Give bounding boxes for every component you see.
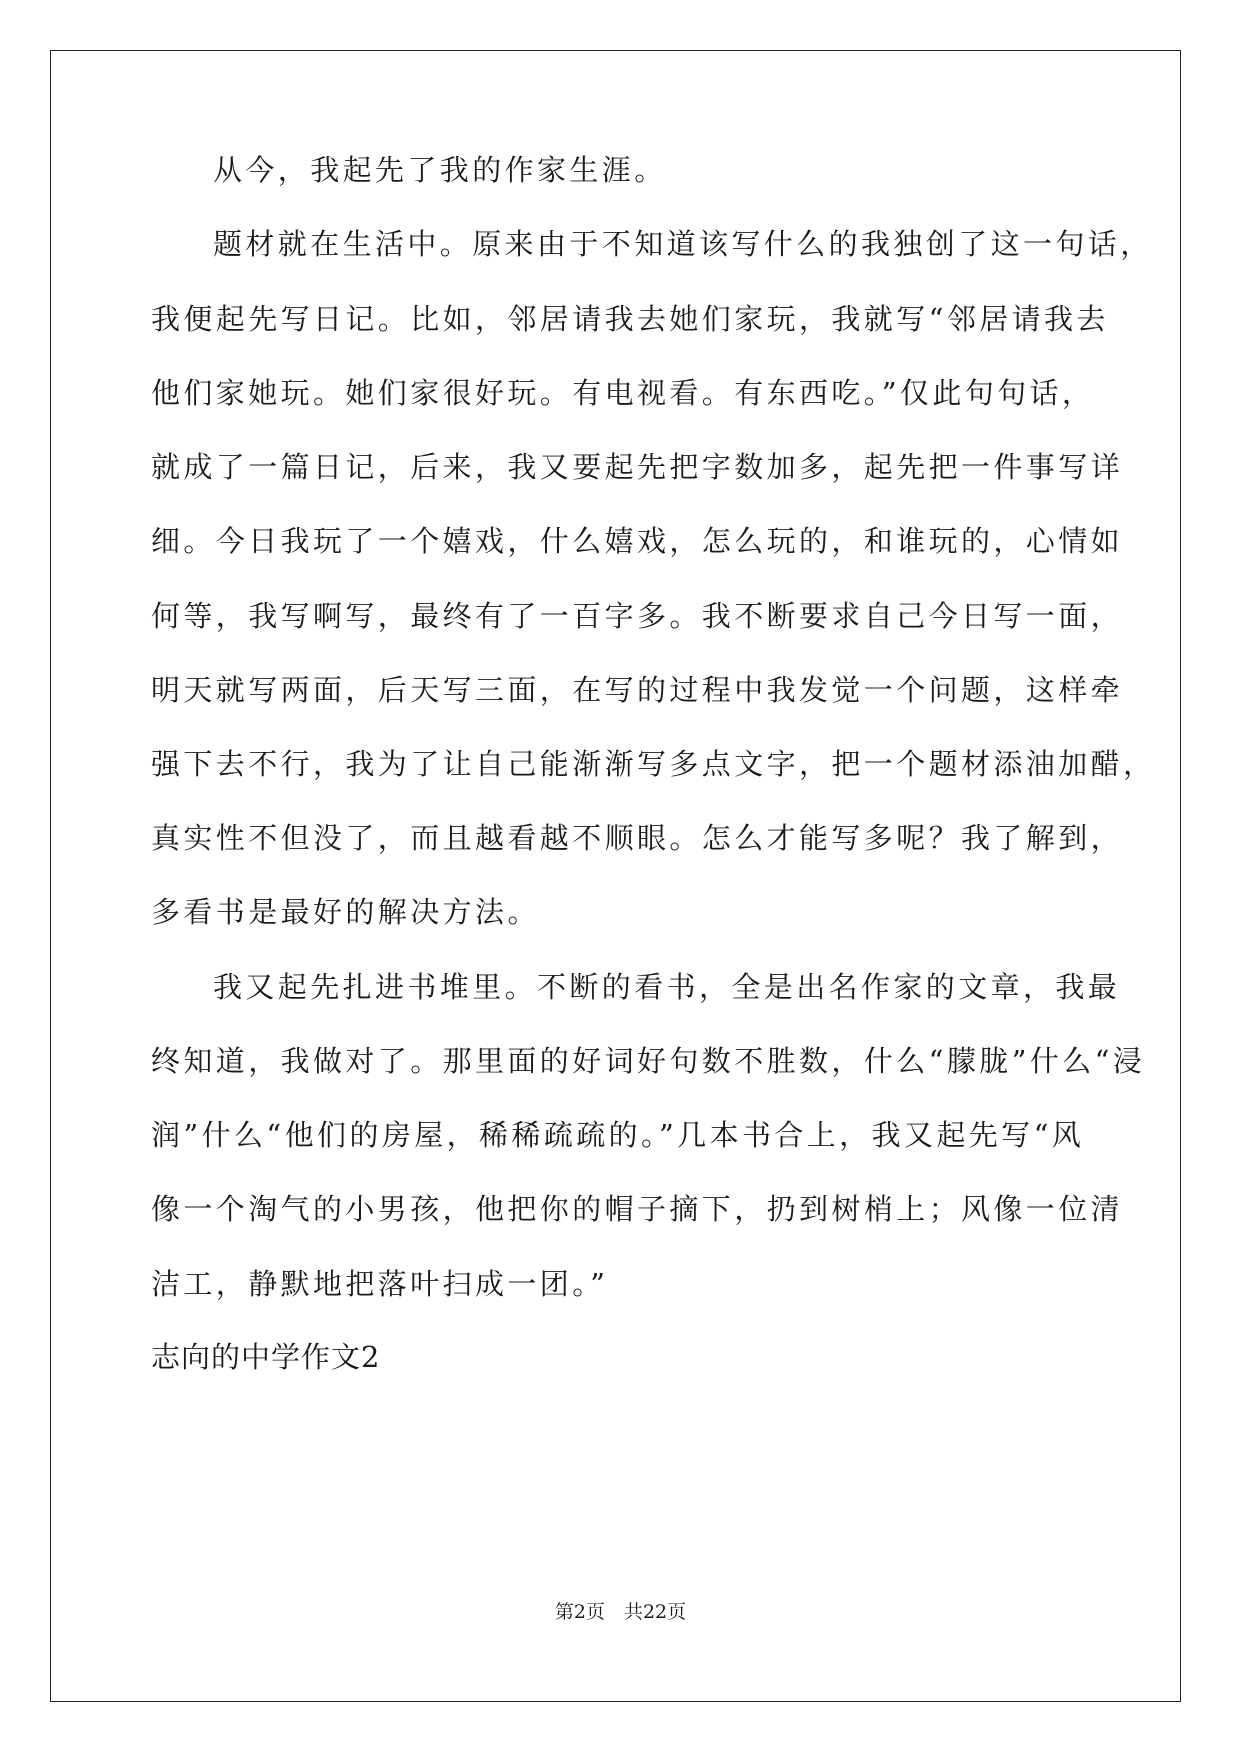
text-line: 他们家她玩。她们家很好玩。有电视看。有东西吃。”仅此句句话， [151,376,1095,410]
text-line: 何等，我写啊写，最终有了一百字多。我不断要求自己今日写一面， [151,599,1124,633]
text-line: 我又起先扎进书堆里。不断的看书，全是出名作家的文章，我最 [213,970,1121,1004]
text-line: 题材就在生活中。原来由于不知道该写什么的我独创了这一句话， [213,227,1153,261]
text-line: 明天就写两面，后天写三面，在写的过程中我发觉一个问题，这样牵 [151,673,1124,707]
text-line: 细。今日我玩了一个嬉戏，什么嬉戏，怎么玩的，和谁玩的，心情如 [151,524,1124,558]
text-line: 终知道，我做对了。那里面的好词好句数不胜数，什么“朦胧”什么“浸 [151,1044,1146,1078]
text-line: 多看书是最好的解决方法。 [151,895,540,929]
text-line: 真实性不但没了，而且越看越不顺眼。怎么才能写多呢？我了解到， [151,821,1124,855]
section-heading: 志向的中学作文2 [151,1340,381,1374]
page-border [50,50,1181,1702]
page-footer: 第2页 共22页 [554,1601,687,1623]
text-line: 润”什么“他们的房屋，稀稀疏疏的。”几本书合上，我又起先写“风 [151,1118,1085,1152]
text-line: 就成了一篇日记，后来，我又要起先把字数加多，起先把一件事写详 [151,450,1124,484]
text-line: 我便起先写日记。比如，邻居请我去她们家玩，我就写“邻居请我去 [151,302,1109,336]
text-line: 像一个淘气的小男孩，他把你的帽子摘下，扔到树梢上；风像一位清 [151,1192,1124,1226]
text-line: 从今，我起先了我的作家生涯。 [213,153,667,187]
text-line: 洁工，静默地把落叶扫成一团。” [151,1267,609,1301]
text-line: 强下去不行，我为了让自己能渐渐写多点文字，把一个题材添油加醋， [151,747,1156,781]
